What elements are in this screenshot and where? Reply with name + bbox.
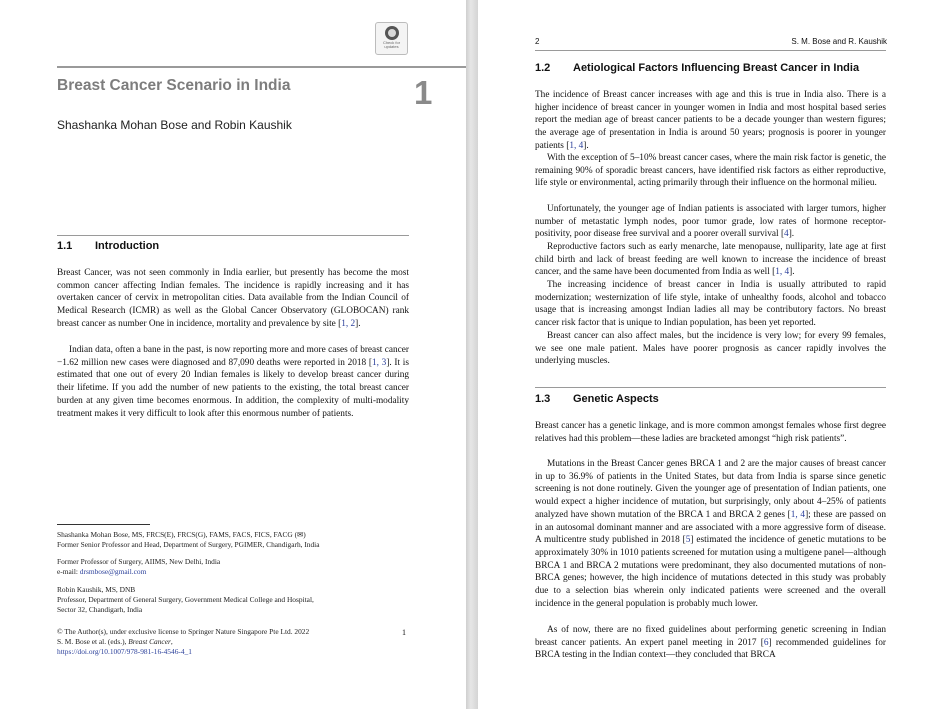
section-rule xyxy=(57,235,409,236)
copyright-notice: © The Author(s), under exclusive license to Springer Nature Singapore Pte Ltd. 2022 S. M. Bose et al. (eds.), Breast Cancer, https://doi.org/10.1007/978-981-16-4546-4_1 xyxy=(57,627,387,658)
section-title: Aetiological Factors Influencing Breast Cancer in India xyxy=(573,62,860,74)
section-title: Introduction xyxy=(95,240,160,252)
update-icon xyxy=(385,26,399,40)
chapter-authors: Shashanka Mohan Bose and Robin Kaushik xyxy=(57,118,292,132)
section-number: 1.3 xyxy=(535,393,551,405)
citation-link[interactable]: 4 xyxy=(784,229,789,240)
aetiology-paragraph-5: The increasing incidence of breast cancer in India is usually attributed to rapid modernization; westernization of life style, intake of unhealthy foods, alcohol and tobacco usage that is increasing amongst Indian ladies all may be contributory factors. No breast cancer risk factor that is unique to Indian population, has been yet reported. xyxy=(535,280,886,329)
genetic-paragraph-3: As of now, there are no fixed guidelines about performing genetic screening in Indian breast cancer patients. An expert panel meeting in 2017 [6] recommended guidelines for BRCA testing in the Indian context—they concluded that BRCA xyxy=(535,625,886,661)
page-number: 1 xyxy=(402,628,406,637)
genetic-paragraph-1: Breast cancer has a genetic linkage, and is more common amongst females whose first degree relatives had this problem—these ladies are bracketed amongst “high risk patients”. xyxy=(535,421,886,444)
genetic-paragraph-2: Mutations in the Breast Cancer genes BRCA 1 and 2 are the major causes of breast cancer in up to 36.9% of patients in the United States, but data from India is sparse since genetic screening is not done routinely. Given the younger age of presentation of Indian patients, one would expect a higher incidence of mutation, but surprisingly, only about 4–25% of patients analyzed have shown mutation of the BRCA 1 and BRCA 2 genes [1, 4]; these are passed on in an autosomal dominant manner and are associated with a more aggressive form of disease. A multicentre study published in 2018 [5] estimated the incidence of genetic mutations to be approximately 30% in 1010 patients screened for mutation using a multigene panel—although BRCA 1 and BRCA 2 mutations were predominant, they also documented mutations of non-BRCA genes; however, the high incidence of mutations detected in this study was probably due to a selection bias wherein only indicated patients were screened and the overall incidence in the general population is probably much lower. xyxy=(535,459,887,609)
citation-link[interactable]: 6 xyxy=(763,637,769,648)
aetiology-paragraph-1: The incidence of Breast cancer increases with age and this is true in India also. There is a higher incidence of breast cancer in younger women in India and most hospital based series report the median age of breast cancer patients to be a decade younger than western figures; the average age of presentation in India is around 50 years; prognosis is poorer in younger patients [1, 4]. xyxy=(535,90,886,151)
citation-link[interactable]: 5 xyxy=(685,535,691,546)
check-for-updates-badge[interactable] xyxy=(375,22,408,55)
right-page xyxy=(478,0,947,709)
intro-paragraph-2: Indian data, often a bane in the past, is now reporting more and more cases of breast cancer −1.62 million new cases were diagnosed and 87,090 deaths were reported in 2018 [1, 3]. It is estimated that one out of every 20 Indian females is likely to develop breast cancer during their lifetime. If you add the number of new patients to the existing, the total breast cancer burden at any given time becomes enormous. In addition, the complexity of multi-modality treatment makes it very difficult to look after this enormous number of patients. xyxy=(57,345,410,419)
citation-link[interactable]: 1, 4 xyxy=(790,509,806,520)
chapter-number: 1 xyxy=(414,74,433,111)
doi-link[interactable]: https://doi.org/10.1007/978-981-16-4546-4_1 xyxy=(57,647,192,657)
citation-link[interactable]: 1, 2 xyxy=(341,318,356,329)
section-heading-aetiology xyxy=(535,62,859,74)
page-gutter xyxy=(466,0,478,709)
author-affiliation-2: Former Professor of Surgery, AIIMS, New Delhi, India e-mail: drsmbose@gmail.com xyxy=(57,557,221,577)
check-for-updates-label: Check for updates xyxy=(382,40,401,49)
aetiology-paragraph-2: With the exception of 5–10% breast cancer cases, where the main risk factor is genetic, the remaining 90% of sporadic breast cancers, have identified risk factors as either reproductive, life style or environmental, acting primarily through their influence on the hormonal milieu. xyxy=(535,153,886,189)
chapter-title: Breast Cancer Scenario in India xyxy=(57,77,291,94)
aetiology-paragraph-6: Breast cancer can also affect males, but the incidence is very low; for every 99 females, we see one male patient. Males have poorer prognosis as cancer rapidly involves the underlying muscles. xyxy=(535,331,886,367)
section-number: 1.2 xyxy=(535,62,551,74)
running-head: S. M. Bose and R. Kaushik xyxy=(791,37,887,46)
footnote-rule xyxy=(57,524,150,525)
intro-paragraph-1: Breast Cancer, was not seen commonly in India earlier, but presently has become the most common cancer affecting Indian females. The incidence is rapidly increasing and it has overtaken cancer of cervix in metropolitan cities. Data available from the Indian Council of Medical Research (ICMR) as well as the Global Cancer Observatory (GLOBOCAN) rank breast cancer as number One in incidence, mortality and prevalence by site [1, 2]. xyxy=(57,268,409,329)
section-rule xyxy=(535,50,886,51)
page-number: 2 xyxy=(535,37,540,46)
section-heading-introduction xyxy=(57,240,159,252)
email-link[interactable]: drsmbose@gmail.com xyxy=(79,567,147,577)
author-affiliation-3: Robin Kaushik, MS, DNB Professor, Department of General Surgery, Government Medical College and Hospital, Sector 32, Chandigarh, India xyxy=(57,585,314,615)
left-page xyxy=(0,0,466,709)
section-rule xyxy=(535,387,886,388)
aetiology-paragraph-4: Reproductive factors such as early menarche, late menopause, nulliparity, late age at first child birth and lack of breast feeding are well known to increase the incidence of breast cancer, and the same have been documented from India as well [1, 4]. xyxy=(535,242,886,278)
citation-link[interactable]: 1, 4 xyxy=(569,140,584,151)
section-heading-genetic xyxy=(535,393,659,405)
author-affiliation-1: Shashanka Mohan Bose, MS, FRCS(E), FRCS(G), FAMS, FACS, FICS, FACG (✉) Former Senior Professor and Head, Department of Surgery, PGIMER, Chandigarh, India xyxy=(57,530,320,550)
chapter-rule xyxy=(57,66,466,68)
citation-link[interactable]: 1, 3 xyxy=(371,357,387,368)
section-title: Genetic Aspects xyxy=(573,393,659,405)
section-number: 1.1 xyxy=(57,240,73,252)
aetiology-paragraph-3: Unfortunately, the younger age of Indian patients is associated with larger tumors, higher number of metastatic lymph nodes, poor tumor grade, low rates of hormone receptor-positivity, poor disease free survival and a poorer overall survival [4]. xyxy=(535,204,886,240)
citation-link[interactable]: 1, 4 xyxy=(775,267,790,278)
